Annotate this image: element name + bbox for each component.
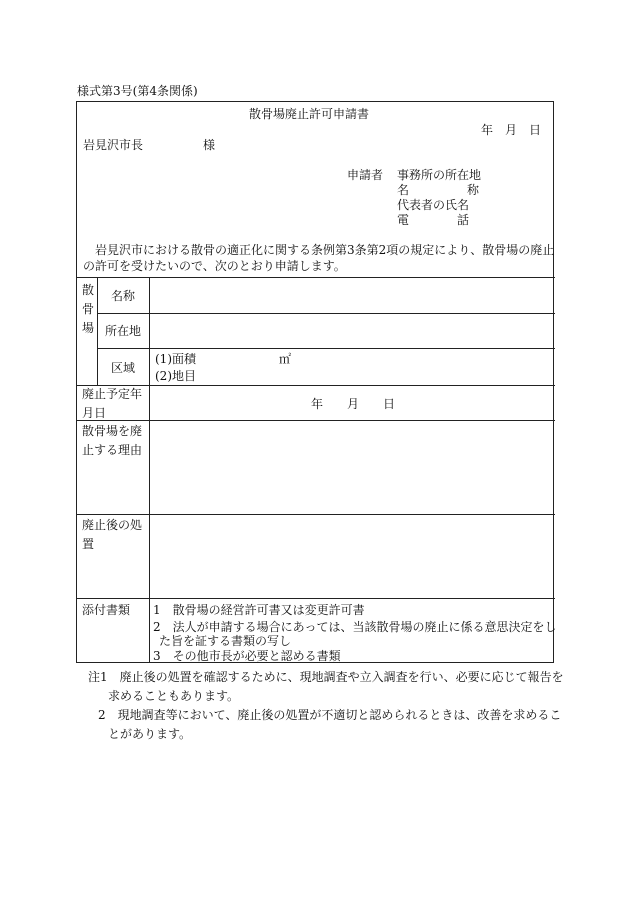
site-label-char2: 骨: [82, 302, 95, 316]
attachment-item-3: 3 その他市長が必要と認める書類: [153, 649, 341, 663]
area-field-label: 区域: [111, 361, 136, 375]
area-size-label: (1)面積: [155, 352, 196, 366]
applicant-label: 申請者: [347, 168, 384, 182]
application-form-table: [76, 101, 557, 663]
reason-label: 散骨場を廃止する理由: [82, 424, 143, 457]
note-1-line2: 求めることもあります。: [108, 689, 240, 703]
attachments-label: 添付書類: [82, 603, 131, 617]
note-1-line1: 注1 廃止後の処置を確認するために、現地調査や立入調査を行い、必要に応じて報告を: [88, 670, 564, 684]
planned-date-label: 廃止予定年月日: [82, 387, 143, 420]
site-label-char1: 散: [82, 283, 95, 297]
form-number-label: 様式第3号(第4条関係): [77, 84, 198, 98]
document-title: 散骨場廃止許可申請書: [249, 107, 370, 121]
attachment-item-2-line2: た旨を証する書類の写し: [159, 634, 292, 648]
name-label-char1: 名: [397, 183, 410, 197]
attachment-item-1: 1 散骨場の経営許可書又は変更許可書: [153, 603, 365, 617]
date-line: 年 月 日: [481, 123, 542, 137]
name-field-label: 名称: [111, 289, 136, 303]
area-unit: ㎡: [279, 352, 292, 366]
phone-label-char2: 話: [457, 213, 470, 227]
note-2-line2: とがあります。: [108, 727, 192, 741]
addressee: 岩見沢市長 様: [83, 138, 216, 152]
office-address-label: 事務所の所在地: [397, 168, 482, 182]
disposal-label: 廃止後の処置: [82, 518, 143, 551]
intro-text-line1: 岩見沢市における散骨の適正化に関する条例第3条第2項の規定により、散骨場の廃止: [95, 243, 555, 257]
location-field-label: 所在地: [105, 324, 142, 338]
note-2-line1: 2 現地調査等において、廃止後の処置が不適切と認められるときは、改善を求めるこ: [98, 708, 562, 722]
planned-date-value: 年 月 日: [311, 397, 396, 411]
intro-text-line2: の許可を受けたいので、次のとおり申請します。: [83, 259, 346, 273]
phone-label-char1: 電: [397, 213, 410, 227]
site-label-char3: 場: [82, 321, 95, 335]
name-label-char2: 称: [467, 183, 480, 197]
land-category-label: (2)地目: [155, 369, 196, 383]
representative-label: 代表者の氏名: [397, 198, 470, 212]
attachment-item-2-line1: 2 法人が申請する場合にあっては、当該散骨場の廃止に係る意思決定をし: [153, 620, 557, 634]
